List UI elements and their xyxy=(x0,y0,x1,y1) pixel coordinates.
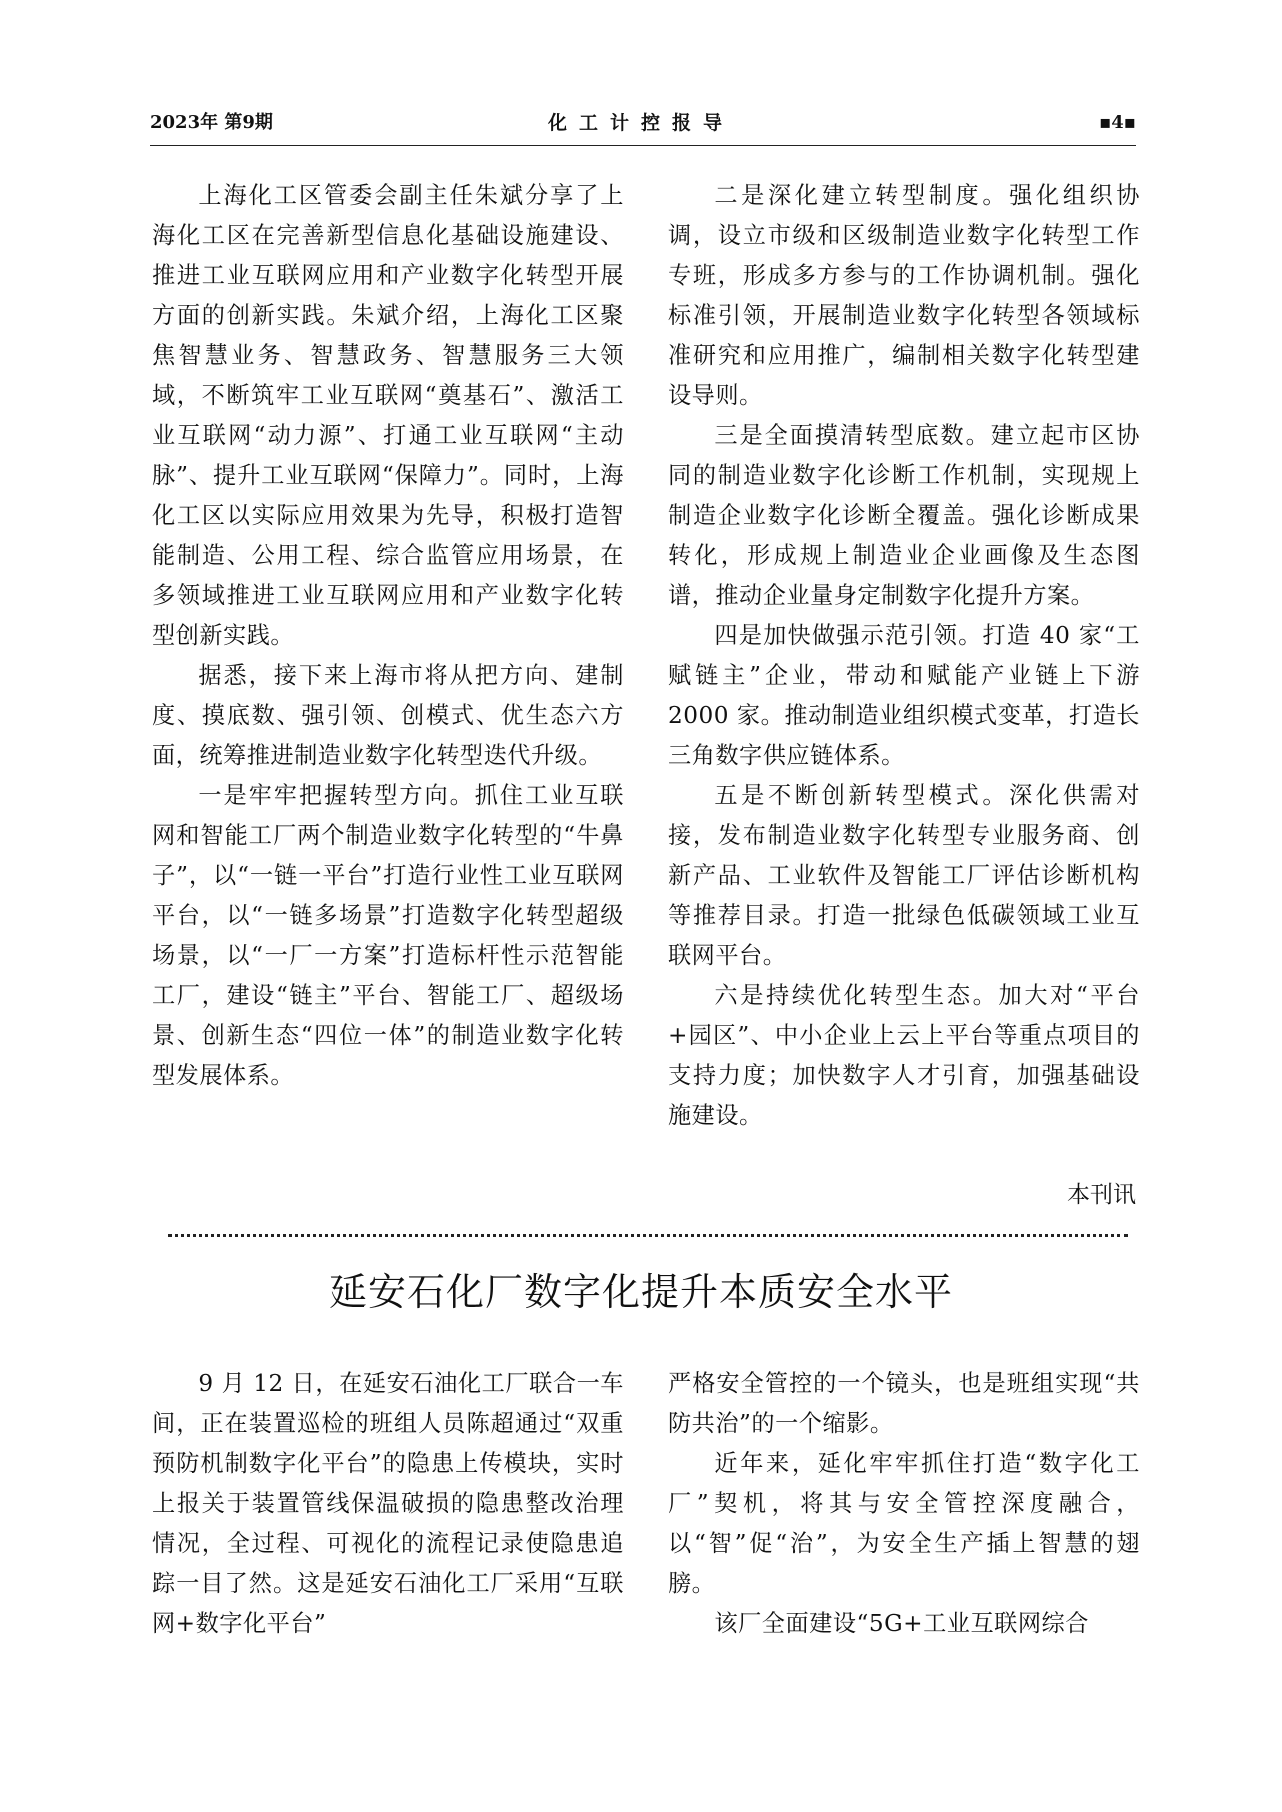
article1-paragraph: 二是深化建立转型制度。强化组织协调，设立市级和区级制造业数字化转型工作专班，形成多方参与的工作协调机制。强化标准引领，开展制造业数字化转型各领域标准研究和应用推广，编制相关数字化转型建设导则。 xyxy=(668,182,1140,409)
article2-paragraph: 该厂全面建设“5G+工业互联网综合 xyxy=(714,1610,1089,1637)
article2-paragraph: 严格安全管控的一个镜头，也是班组实现“共防共治”的一个缩影。 xyxy=(668,1370,1140,1437)
article1-paragraph: 三是全面摸清转型底数。建立起市区协同的制造业数字化诊断工作机制，实现规上制造企业数字化诊断全覆盖。强化诊断成果转化，形成规上制造业企业画像及生态图谱，推动企业量身定制数字化提升方案。 xyxy=(668,422,1140,609)
article1-left-column xyxy=(152,176,624,1096)
issue-label: 2023年 第9期 xyxy=(150,112,273,133)
article1-paragraph: 一是牢牢把握转型方向。抓住工业互联网和智能工厂两个制造业数字化转型的“牛鼻子”，以“一链一平台”打造行业性工业互联网平台，以“一链多场景”打造数字化转型超级场景，以“一厂一方案”打造标杆性示范智能工厂，建设“链主”平台、智能工厂、超级场景、创新生态“四位一体”的制造业数字化转型发展体系。 xyxy=(152,782,624,1089)
article1-paragraph: 五是不断创新转型模式。深化供需对接，发布制造业数字化转型专业服务商、创新产品、工业软件及智能工厂评估诊断机构等推荐目录。打造一批绿色低碳领域工业互联网平台。 xyxy=(668,782,1140,969)
article1-paragraph: 据悉，接下来上海市将从把方向、建制度、摸底数、强引领、创模式、优生态六方面，统筹推进制造业数字化转型迭代升级。 xyxy=(152,662,624,769)
article2-paragraph: 近年来，延化牢牢抓住打造“数字化工厂”契机，将其与安全管控深度融合，以“智”促“治”，为安全生产插上智慧的翅膀。 xyxy=(668,1450,1140,1597)
article1-byline: 本刊讯 xyxy=(1067,1182,1136,1208)
article2-title: 延安石化厂数字化提升本质安全水平 xyxy=(328,1270,953,1314)
article1-paragraph: 四是加快做强示范引领。打造 40 家“工赋链主”企业，带动和赋能产业链上下游 2000 家。推动制造业组织模式变革，打造长三角数字供应链体系。 xyxy=(668,622,1140,769)
article2-paragraph: 9 月 12 日，在延安石油化工厂联合一车间，正在装置巡检的班组人员陈超通过“双重预防机制数字化平台”的隐患上传模块，实时上报关于装置管线保温破损的隐患整改治理情况，全过程、可视化的流程记录使隐患追踪一目了然。这是延安石油化工厂采用“互联网+数字化平台” xyxy=(152,1370,624,1637)
article1-paragraph: 六是持续优化转型生态。加大对“平台+园区”、中小企业上云上平台等重点项目的支持力度；加快数字人才引育，加强基础设施建设。 xyxy=(668,982,1140,1129)
journal-title: 化工计控报导 xyxy=(547,112,734,134)
article2-left-column xyxy=(152,1364,624,1644)
article-separator xyxy=(168,1234,1128,1237)
article2-right-column xyxy=(668,1364,1140,1644)
page-number: ▪4▪ xyxy=(1099,112,1136,133)
article1-right-column xyxy=(668,176,1140,1136)
article1-paragraph: 上海化工区管委会副主任朱斌分享了上海化工区在完善新型信息化基础设施建设、推进工业互联网应用和产业数字化转型开展方面的创新实践。朱斌介绍，上海化工区聚焦智慧业务、智慧政务、智慧服务三大领域，不断筑牢工业互联网“奠基石”、激活工业互联网“动力源”、打通工业互联网“主动脉”、提升工业互联网“保障力”。同时，上海化工区以实际应用效果为先导，积极打造智能制造、公用工程、综合监管应用场景，在多领域推进工业互联网应用和产业数字化转型创新实践。 xyxy=(152,182,624,649)
header-rule xyxy=(150,145,1136,146)
